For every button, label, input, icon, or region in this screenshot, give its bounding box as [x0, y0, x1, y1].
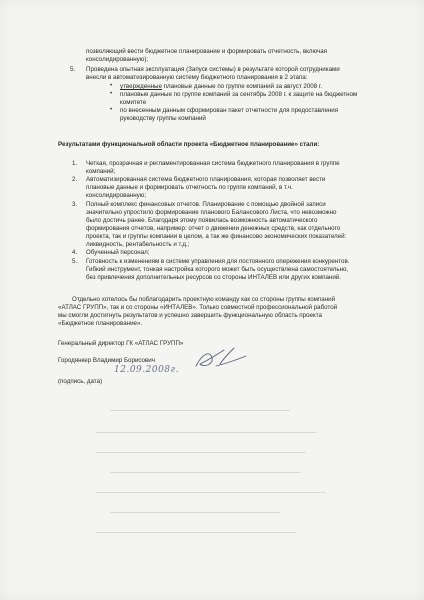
- bullet-icon: •: [110, 107, 113, 113]
- result-1-number: 1.: [72, 160, 78, 167]
- continuation-line-1: позволяющий вести бюджетное планирование и формировать отчетность, включая: [86, 48, 328, 55]
- closing-line: «Бюджетное планирование».: [58, 320, 143, 327]
- bleed-through-line: [96, 452, 306, 453]
- results-heading: [58, 141, 319, 149]
- bleed-through-line: [96, 492, 326, 493]
- bullet-icon: •: [110, 91, 113, 97]
- bleed-through-line: [96, 532, 296, 533]
- results-heading-suffix: стали:: [297, 141, 320, 148]
- handwritten-signature: [190, 344, 250, 372]
- signature-caption: (подпись, дата): [58, 378, 103, 385]
- bleed-through-line: [110, 512, 280, 513]
- result-5-line: Гибкий инструмент, тонкая настройка которого может быть осуществлена самостоятельно,: [86, 266, 349, 273]
- bullet-3-text: по внесенным данным сформирован пакет отчетности для предоставления: [120, 107, 339, 114]
- item-5-number: 5.: [70, 66, 76, 73]
- bullet-1-underlined: утвержденные: [120, 83, 162, 90]
- bullet-2-text: плановые данные по группе компаний за сентябрь 2008 г. к защите на бюджетном: [120, 91, 358, 98]
- result-1-line: Четкая, прозрачная и регламентированная система бюджетного планирования в группе: [86, 160, 340, 167]
- signatory-title: Генеральный директор ГК «АТЛАС ГРУПП»: [58, 340, 184, 347]
- result-5-line: Готовность к изменениям в системе управления для постоянного опережения конкурентов.: [86, 258, 350, 265]
- result-4-number: 4.: [72, 249, 78, 256]
- result-3-line: формирования отчетов, например: отчет о движении денежных средств, как отдельного: [86, 225, 341, 232]
- bleed-through-line: [110, 410, 290, 411]
- closing-line: мы смогли достигнуть результатов и успешно завершить функциональную область проекта: [58, 312, 322, 319]
- closing-line: «АТЛАС ГРУПП», так и со стороны «ИНТАЛЕВ». Только совместной профессиональной работой: [58, 304, 338, 311]
- item-5-line-2: внесли в автоматизированную систему бюджетного планирования в 2 этапа:: [86, 74, 308, 81]
- result-2-line: Автоматизированная система бюджетного планирования, которая позволяет вести: [86, 176, 326, 183]
- bullet-1-text: [120, 83, 322, 91]
- result-3-line: проекта, так и группы компании в целом, а так же финансово экономических показателей:: [86, 233, 347, 240]
- bleed-through-line: [110, 472, 300, 473]
- result-3-line: Полный комплекс финансовых отчетов. Планирование с помощью двойной записи: [86, 201, 326, 208]
- result-3-line: значительно упростило формирование планового Балансового Листа, что невозможно: [86, 209, 337, 216]
- results-heading-quote: «Бюджетное планирование»: [209, 141, 298, 148]
- bullet-icon: •: [110, 83, 113, 89]
- result-5-number: 5.: [72, 258, 78, 265]
- result-2-line: консолидированную;: [86, 192, 147, 199]
- bleed-through-line: [96, 432, 316, 433]
- continuation-line-2: консолидированную);: [86, 56, 149, 63]
- result-5-line: без привлечения дополнительных ресурсов со стороны ИНТАЛЕВ или других компаний.: [86, 274, 341, 281]
- closing-line: Отдельно хотелось бы поблагодарить проектную команду как со стороны группы компаний: [72, 296, 336, 303]
- result-3-number: 3.: [72, 201, 78, 208]
- bullet-1-rest: плановые данные по группе компаний за август 2008 г.: [161, 83, 323, 90]
- bullet-3-cont: руководству группы компаний: [120, 115, 206, 122]
- result-2-line: плановые данные и формировать отчетность по группе компаний, в т.ч.: [86, 184, 293, 191]
- bullet-2-cont: комитете: [120, 99, 147, 106]
- item-5-line-1: Проведена опытная эксплуатация (Запуск системы) в результате которой сотрудниками: [86, 66, 340, 73]
- signatory-name: Городянкер Владимир Борисович: [58, 357, 155, 364]
- handwritten-date: 12.09.2008г.: [114, 365, 179, 375]
- result-3-line: было достичь ранее. Благодаря этому появилась возможность автоматического: [86, 217, 318, 224]
- result-2-number: 2.: [72, 176, 78, 183]
- result-4-line: Обученный персонал;: [86, 249, 150, 256]
- result-3-line: ликвидность, рентабельность и т.д.;: [86, 241, 190, 248]
- result-1-line: компаний;: [86, 168, 116, 175]
- results-heading-prefix: Результатами функциональной области проекта: [58, 141, 210, 148]
